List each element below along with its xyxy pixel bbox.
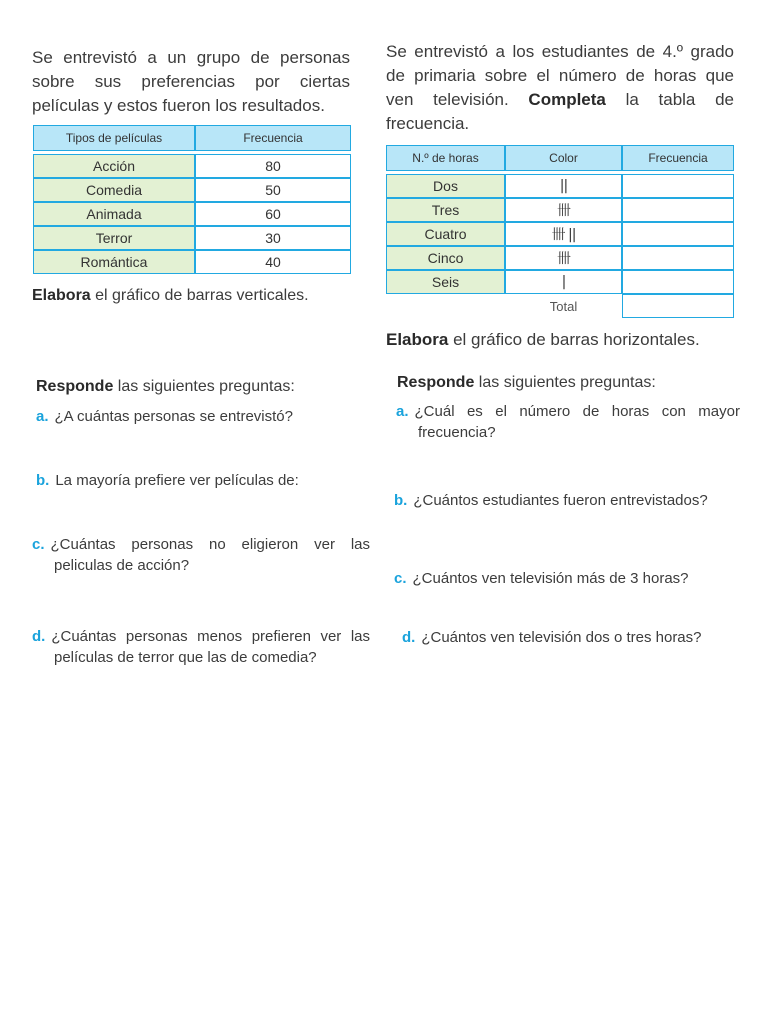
responde-text: las siguientes preguntas: bbox=[474, 374, 656, 391]
movie-frequency-cell: 50 bbox=[195, 178, 351, 202]
movies-table bbox=[33, 125, 351, 274]
movie-frequency-cell: 80 bbox=[195, 154, 351, 178]
right-question-d bbox=[402, 627, 740, 648]
frequency-input-cell[interactable] bbox=[622, 174, 734, 198]
table-row bbox=[33, 226, 351, 250]
tally-cell: 卌 || bbox=[505, 222, 622, 246]
question-text: ¿Cuántos ven televisión dos o tres horas? bbox=[421, 629, 702, 646]
table-row bbox=[386, 174, 734, 198]
left-task bbox=[32, 287, 309, 305]
question-text: ¿Cuántas personas no eligieron ver las peliculas de acción? bbox=[50, 536, 370, 574]
movies-header-frequency: Frecuencia bbox=[195, 125, 351, 151]
left-question-a bbox=[36, 406, 348, 427]
right-task bbox=[386, 330, 700, 350]
left-question-d bbox=[32, 626, 370, 668]
table-row bbox=[33, 250, 351, 274]
right-responde bbox=[397, 373, 656, 393]
question-letter: b. bbox=[394, 492, 408, 509]
movie-frequency-cell: 60 bbox=[195, 202, 351, 226]
left-question-b bbox=[36, 470, 348, 491]
right-intro bbox=[386, 40, 734, 136]
question-text: ¿Cuántos estudiantes fueron entrevistados? bbox=[413, 492, 708, 509]
movie-type-cell: Comedia bbox=[33, 178, 195, 202]
question-letter: a. bbox=[396, 403, 409, 420]
table-row bbox=[33, 178, 351, 202]
question-text: La mayoría prefiere ver películas de: bbox=[55, 472, 299, 489]
right-question-c bbox=[394, 568, 714, 589]
frequency-input-cell[interactable] bbox=[622, 270, 734, 294]
tally-cell: | bbox=[505, 270, 622, 294]
question-letter: c. bbox=[394, 570, 407, 587]
movie-type-cell: Acción bbox=[33, 154, 195, 178]
total-label: Total bbox=[549, 298, 578, 314]
movie-frequency-cell: 30 bbox=[195, 226, 351, 250]
tv-header-frequency: Frecuencia bbox=[622, 145, 734, 171]
tally-cell: 卌 bbox=[505, 246, 622, 270]
hours-cell: Cinco bbox=[386, 246, 505, 270]
movie-frequency-cell: 40 bbox=[195, 250, 351, 274]
total-row bbox=[386, 294, 734, 318]
right-intro-b: la tabla de frecuencia. bbox=[386, 90, 734, 133]
task-text: el gráfico de barras verticales. bbox=[90, 287, 309, 304]
hours-cell: Tres bbox=[386, 198, 505, 222]
question-letter: b. bbox=[36, 472, 50, 489]
tally-cell: || bbox=[505, 174, 622, 198]
table-row bbox=[386, 222, 734, 246]
task-verb: Elabora bbox=[386, 330, 449, 349]
frequency-input-cell[interactable] bbox=[622, 246, 734, 270]
responde-text: las siguientes preguntas: bbox=[113, 378, 295, 395]
table-row bbox=[33, 154, 351, 178]
tally-cell: 卌 bbox=[505, 198, 622, 222]
left-responde bbox=[36, 377, 295, 397]
tv-hours-table bbox=[386, 145, 734, 318]
right-question-a bbox=[396, 401, 740, 443]
task-verb: Elabora bbox=[32, 287, 91, 304]
hours-cell: Seis bbox=[386, 270, 505, 294]
question-text: ¿Cuántas personas menos prefieren ver las películas de terror que las de comedia? bbox=[51, 628, 370, 666]
right-intro-a: Se entrevistó a los estudiantes de 4.º grado de primaria sobre el número de horas que ven televisión. bbox=[386, 42, 734, 109]
tv-header-color: Color bbox=[505, 145, 622, 171]
question-letter: d. bbox=[402, 629, 416, 646]
right-intro-bold: Completa bbox=[528, 90, 606, 109]
task-text: el gráfico de barras horizontales. bbox=[448, 330, 700, 349]
responde-verb: Responde bbox=[397, 374, 475, 391]
table-row bbox=[386, 246, 734, 270]
table-row bbox=[386, 270, 734, 294]
movie-type-cell: Animada bbox=[33, 202, 195, 226]
question-letter: c. bbox=[32, 536, 45, 553]
hours-cell: Cuatro bbox=[386, 222, 505, 246]
movie-type-cell: Romántica bbox=[33, 250, 195, 274]
frequency-input-cell[interactable] bbox=[622, 198, 734, 222]
tv-header-hours: N.º de horas bbox=[386, 145, 505, 171]
question-letter: d. bbox=[32, 628, 46, 645]
table-row bbox=[386, 198, 734, 222]
right-question-b bbox=[394, 490, 732, 511]
question-text: ¿A cuántas personas se entrevistó? bbox=[54, 408, 293, 425]
movies-header-type: Tipos de películas bbox=[33, 125, 195, 151]
table-row bbox=[33, 202, 351, 226]
total-input-cell[interactable] bbox=[622, 294, 734, 318]
left-intro: Se entrevistó a un grupo de personas sobre sus preferencias por ciertas películas y estos fueron los resultados. bbox=[32, 48, 350, 115]
responde-verb: Responde bbox=[36, 378, 114, 395]
question-text: ¿Cuántos ven televisión más de 3 horas? bbox=[412, 570, 689, 587]
hours-cell: Dos bbox=[386, 174, 505, 198]
question-text: ¿Cuál es el número de horas con mayor frecuencia? bbox=[414, 403, 740, 441]
frequency-input-cell[interactable] bbox=[622, 222, 734, 246]
left-question-c bbox=[32, 534, 370, 576]
movie-type-cell: Terror bbox=[33, 226, 195, 250]
question-letter: a. bbox=[36, 408, 49, 425]
